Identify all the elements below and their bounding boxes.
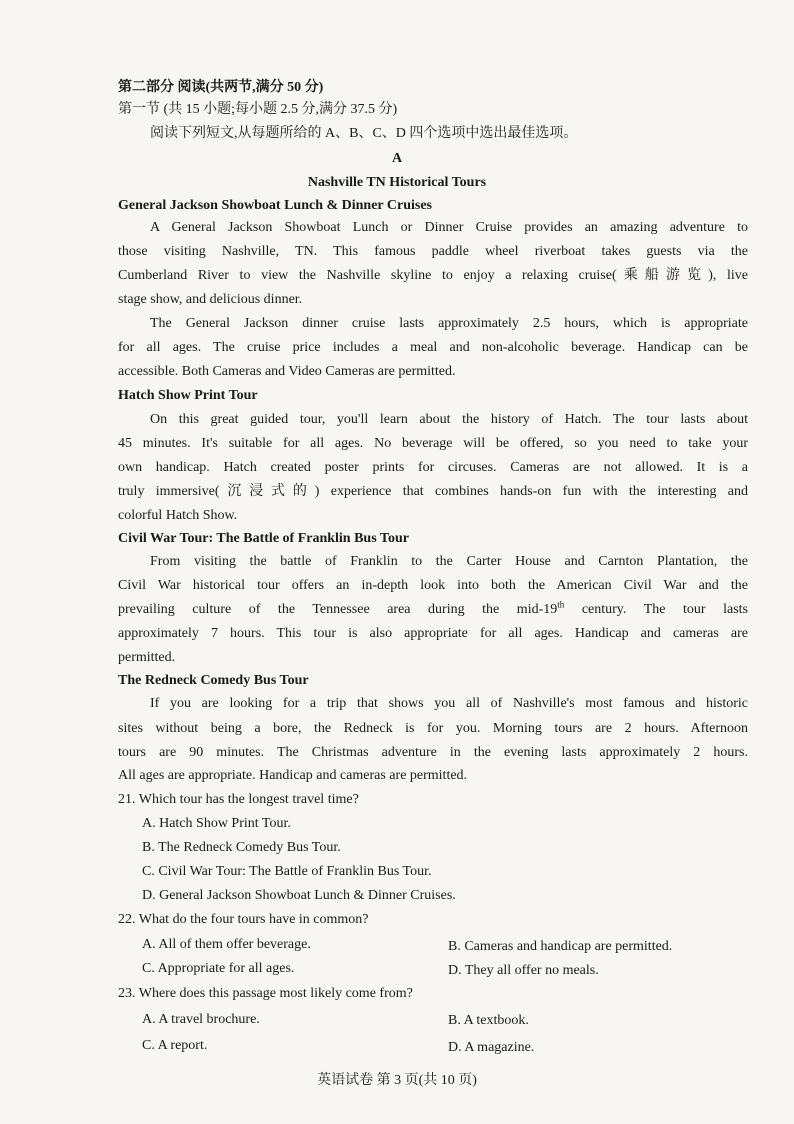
paragraph-line: permitted. xyxy=(118,650,176,665)
ordinal-superscript: th xyxy=(557,599,565,610)
tour-heading: General Jackson Showboat Lunch & Dinner Cruises xyxy=(118,198,433,213)
paragraph-line: All ages are appropriate. Handicap and cameras are permitted. xyxy=(118,768,468,783)
paragraph-line: A General Jackson Showboat Lunch or Dinner Cruise provides an amazing adventure to xyxy=(150,220,748,235)
paragraph-line: those visiting Nashville, TN. This famous paddle wheel riverboat takes guests via the xyxy=(118,244,748,259)
tour-heading: The Redneck Comedy Bus Tour xyxy=(118,673,309,688)
q21-option-a: A. Hatch Show Print Tour. xyxy=(142,816,291,831)
paragraph-line: for all ages. The cruise price includes a meal and non-alcoholic beverage. Handicap can be xyxy=(118,340,748,355)
paragraph-line xyxy=(118,601,748,619)
paragraph-line: own handicap. Hatch created poster prints for circuses. Cameras are not allowed. It is a xyxy=(118,460,748,475)
q22-option-d: D. They all offer no meals. xyxy=(448,963,599,978)
paragraph-line: If you are looking for a trip that shows you all of Nashville's most famous and historic xyxy=(150,696,748,711)
q22-option-b: B. Cameras and handicap are permitted. xyxy=(448,939,673,954)
q22-option-c: C. Appropriate for all ages. xyxy=(142,961,295,976)
paragraph-line: accessible. Both Cameras and Video Cameras are permitted. xyxy=(118,364,456,379)
passage-title: Nashville TN Historical Tours xyxy=(307,175,487,190)
text-span: century. The tour lasts xyxy=(564,602,748,617)
tour-heading: Civil War Tour: The Battle of Franklin Bus Tour xyxy=(118,531,409,546)
paragraph-line: 45 minutes. It's suitable for all ages. No beverage will be offered, so you need to take your xyxy=(118,436,748,451)
paragraph-line: Cumberland River to view the Nashville skyline to enjoy a relaxing cruise(乘船游览), live xyxy=(118,268,748,283)
q21-option-d: D. General Jackson Showboat Lunch & Dinner Cruises. xyxy=(142,888,456,903)
passage-letter: A xyxy=(391,151,403,166)
instruction: 阅读下列短文,从每题所给的 A、B、C、D 四个选项中选出最佳选项。 xyxy=(150,126,578,141)
paragraph-line: stage show, and delicious dinner. xyxy=(118,292,303,307)
question-22: 22. What do the four tours have in common? xyxy=(118,912,369,927)
paragraph-line: On this great guided tour, you'll learn about the history of Hatch. The tour lasts about xyxy=(150,412,748,427)
paragraph-line: sites without being a bore, the Redneck is for you. Morning tours are 2 hours. Afternoon xyxy=(118,721,748,736)
paragraph-line: From visiting the battle of Franklin to the Carter House and Carnton Plantation, the xyxy=(150,554,748,569)
paragraph-line: approximately 7 hours. This tour is also appropriate for all ages. Handicap and cameras are xyxy=(118,626,748,641)
q23-option-c: C. A report. xyxy=(142,1038,208,1053)
q21-option-c: C. Civil War Tour: The Battle of Franklin Bus Tour. xyxy=(142,864,432,879)
paragraph-line: Civil War historical tour offers an in-depth look into both the American Civil War and the xyxy=(118,578,748,593)
q23-option-d: D. A magazine. xyxy=(448,1040,535,1055)
q21-option-b: B. The Redneck Comedy Bus Tour. xyxy=(142,840,341,855)
q22-option-a: A. All of them offer beverage. xyxy=(142,937,311,952)
paragraph-line: tours are 90 minutes. The Christmas adventure in the evening lasts approximately 2 hours. xyxy=(118,745,748,760)
part-title: 第二部分 阅读(共两节,满分 50 分) xyxy=(118,80,324,95)
tour-heading: Hatch Show Print Tour xyxy=(118,388,258,403)
paragraph-line: colorful Hatch Show. xyxy=(118,508,238,523)
page-footer: 英语试卷 第 3 页(共 10 页) xyxy=(317,1073,477,1088)
question-23: 23. Where does this passage most likely come from? xyxy=(118,986,413,1001)
paragraph-line: truly immersive(沉浸式的) experience that combines hands-on fun with the interesting and xyxy=(118,484,748,499)
q23-option-b: B. A textbook. xyxy=(448,1013,529,1028)
paragraph-line: The General Jackson dinner cruise lasts approximately 2.5 hours, which is appropriate xyxy=(150,316,748,331)
question-21: 21. Which tour has the longest travel time? xyxy=(118,792,359,807)
text-span: prevailing culture of the Tennessee area during the mid-19 xyxy=(118,602,558,617)
sub-title: 第一节 (共 15 小题;每小题 2.5 分,满分 37.5 分) xyxy=(118,102,398,117)
q23-option-a: A. A travel brochure. xyxy=(142,1012,260,1027)
